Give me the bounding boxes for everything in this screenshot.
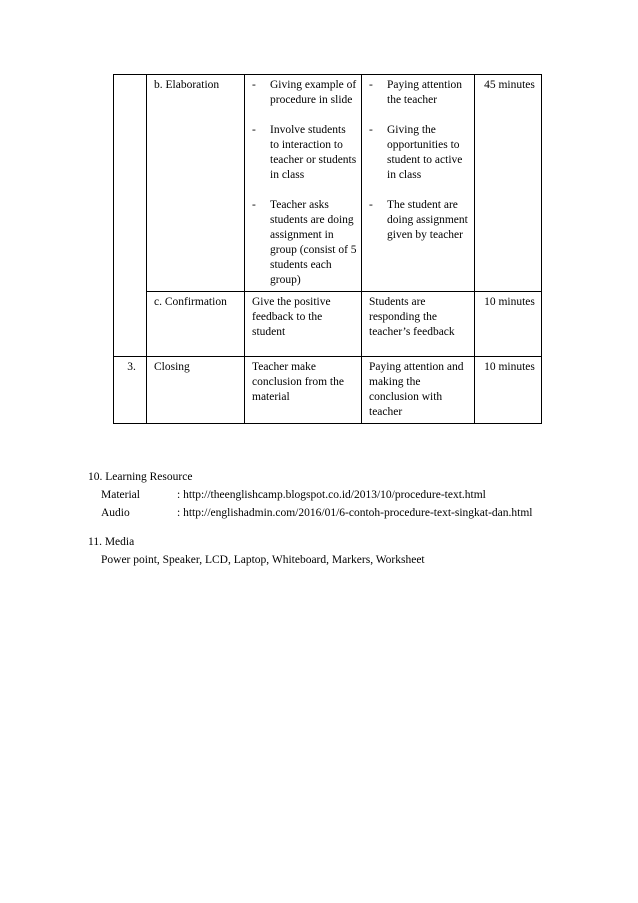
media-section: [88, 535, 608, 568]
table-row: [114, 292, 542, 357]
list-item: - Paying attention the teacher: [369, 79, 463, 106]
time-cell: 45 minutes: [475, 75, 542, 292]
table-row: [114, 75, 542, 292]
teacher-activity-cell: Give the positive feedback to the student: [245, 292, 362, 357]
section-heading: 10. Learning Resource: [88, 471, 193, 483]
material-row: [101, 488, 608, 503]
student-activity-cell: Paying attention and making the conclusion with teacher: [362, 357, 475, 424]
list-item: - Giving example of procedure in slide: [252, 79, 357, 106]
audio-link: : http://englishadmin.com/2016/01/6-contoh-procedure-text-singkat-dan.html: [177, 507, 533, 519]
list-item: - Giving the opportunities to student to active in class: [369, 124, 463, 181]
media-list: Power point, Speaker, LCD, Laptop, Whiteboard, Markers, Worksheet: [101, 554, 425, 566]
row-number-cell: [114, 75, 147, 357]
list-item: - The student are doing assignment given by teacher: [369, 199, 468, 241]
stage-cell: Closing: [147, 357, 245, 424]
student-activity-cell: Students are responding the teacher’s feedback: [362, 292, 475, 357]
table-row: [114, 357, 542, 424]
time-cell: 10 minutes: [475, 292, 542, 357]
material-link: : http://theenglishcamp.blogspot.co.id/2013/10/procedure-text.html: [177, 489, 486, 501]
time-cell: 10 minutes: [475, 357, 542, 424]
learning-resource-section: [88, 470, 608, 521]
row-number-cell: 3.: [114, 357, 147, 424]
teacher-activity-cell: Teacher make conclusion from the material: [245, 357, 362, 424]
audio-label: Audio: [101, 507, 130, 519]
list-item: - Involve students to interaction to teacher or students in class: [252, 124, 357, 181]
stage-cell: b. Elaboration: [147, 75, 245, 292]
stage-cell: c. Confirmation: [147, 292, 245, 357]
list-item: - Teacher asks students are doing assignment in group (consist of 5 students each group): [252, 199, 357, 286]
material-label: Material: [101, 489, 140, 501]
section-heading: 11. Media: [88, 536, 135, 548]
lesson-plan-table: [113, 74, 542, 424]
audio-row: [101, 506, 608, 521]
teacher-activity-cell: [245, 75, 362, 292]
student-activity-cell: [362, 75, 475, 292]
